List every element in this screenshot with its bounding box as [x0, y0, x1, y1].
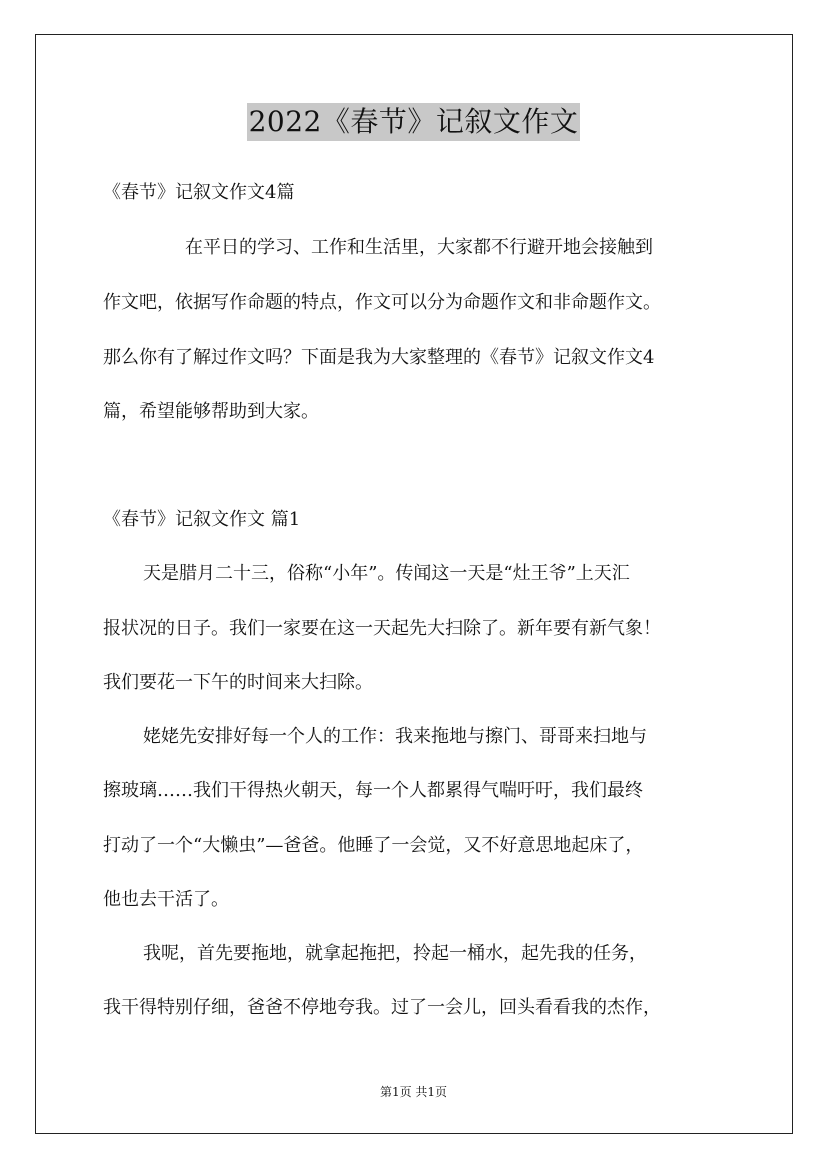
page-number-label: 第1页 共1页 [379, 1085, 448, 1099]
paragraph-line: 我们要花一下午的时间来大扫除。 [103, 672, 373, 693]
paragraph-line: 擦玻璃……我们干得热火朝天，每一个人都累得气喘吁吁，我们最终 [103, 780, 643, 801]
paragraph-line: 作文吧，依据写作命题的特点，作文可以分为命题作文和非命题作文。 [103, 292, 661, 313]
paragraph-line: 我干得特别仔细，爸爸不停地夸我。过了一会儿，回头看看我的杰作， [103, 997, 661, 1018]
paragraph-line: 打动了一个“大懒虫”—爸爸。他睡了一会觉，又不好意思地起床了， [103, 835, 644, 856]
section-heading: 《春节》记叙文作文4篇 [103, 182, 295, 203]
paragraph-line: 那么你有了解过作文吗？下面是我为大家整理的《春节》记叙文作文4 [103, 347, 655, 368]
paragraph-line: 我呢，首先要拖地，就拿起拖把，拎起一桶水，起先我的任务， [143, 943, 647, 964]
paragraph-line: 报状况的日子。我们一家要在这一天起先大扫除了。新年要有新气象！ [103, 618, 661, 639]
paragraph-line: 篇，希望能够帮助到大家。 [103, 401, 319, 422]
title-container [0, 103, 827, 141]
paragraph-line: 姥姥先安排好每一个人的工作：我来拖地与擦门、哥哥来扫地与 [143, 726, 647, 747]
essay-heading: 《春节》记叙文作文 篇1 [103, 509, 301, 530]
paragraph-line: 在平日的学习、工作和生活里，大家都不行避开地会接触到 [185, 237, 653, 258]
page-footer [0, 1084, 827, 1100]
paragraph-line: 他也去干活了。 [103, 889, 229, 910]
document-title: 2022《春节》记叙文作文 [247, 103, 581, 141]
paragraph-line: 天是腊月二十三，俗称“小年”。传闻这一天是“灶王爷”上天汇 [143, 563, 630, 584]
